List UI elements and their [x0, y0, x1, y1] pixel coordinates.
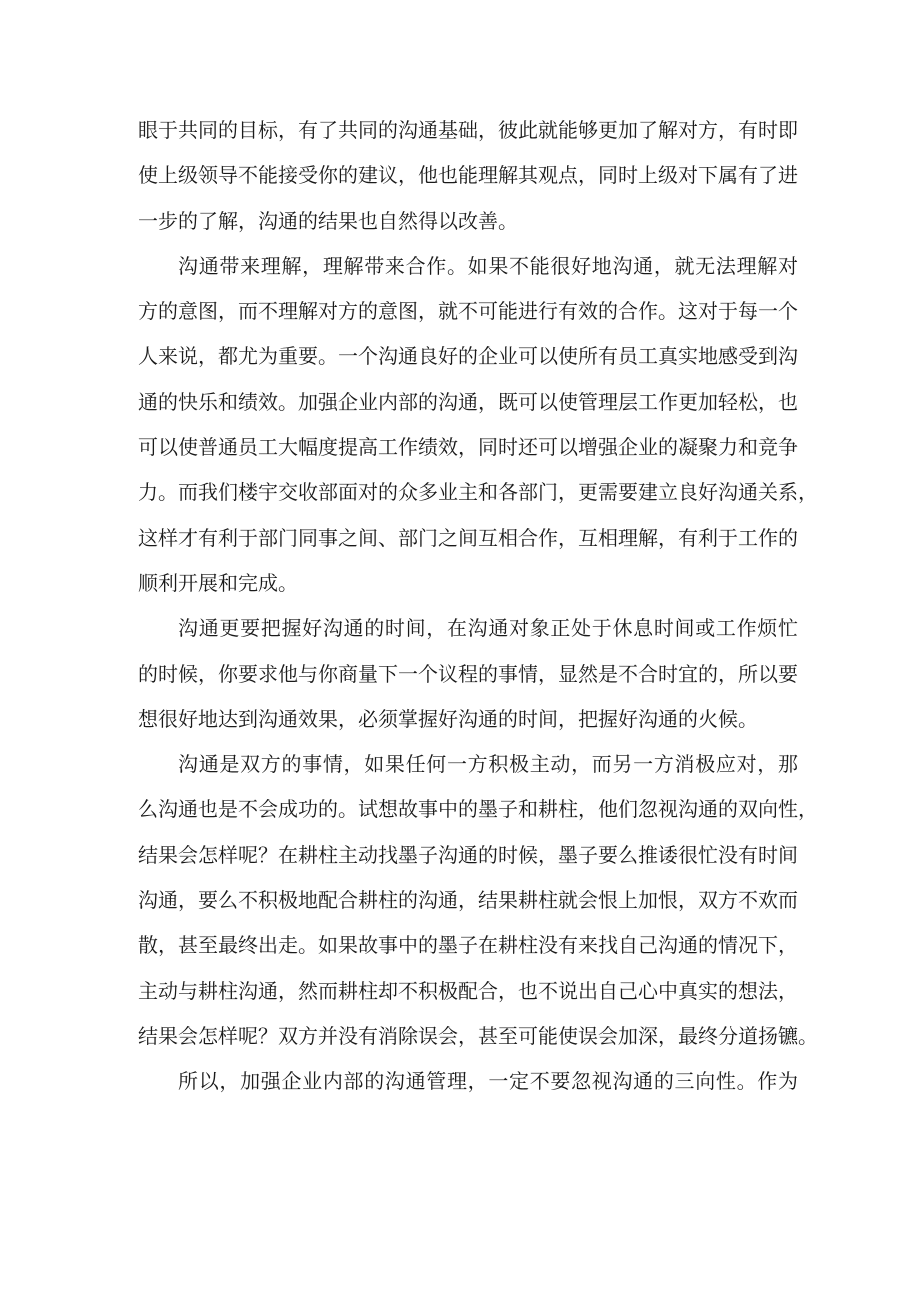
paragraph	[138, 1059, 798, 1104]
text-line: 人来说，都尤为重要。一个沟通良好的企业可以使所有员工真实地感受到沟	[138, 344, 798, 369]
text-line: 沟通，要么不积极地配合耕柱的沟通，结果耕柱就会恨上加恨，双方不欢而	[138, 888, 798, 913]
text-line: 可以使普通员工大幅度提高工作绩效，同时还可以增强企业的凝聚力和竞争	[138, 435, 798, 460]
text-line: 一步的了解，沟通的结果也自然得以改善。	[138, 208, 518, 233]
paragraph	[138, 108, 798, 244]
text-line: 顺利开展和完成。	[138, 570, 298, 595]
text-line: 散，甚至最终出走。如果故事中的墨子在耕柱没有来找自己沟通的情况下，	[138, 933, 798, 958]
text-line: 力。而我们楼宇交收部面对的众多业主和各部门，更需要建立良好沟通关系，	[138, 480, 818, 505]
text-line: 方的意图，而不理解对方的意图，就不可能进行有效的合作。这对于每一个	[138, 299, 798, 324]
text-line: 使上级领导不能接受你的建议，他也能理解其观点，同时上级对下属有了进	[138, 163, 798, 188]
text-line: 沟通更要把握好沟通的时间，在沟通对象正处于休息时间或工作烦忙	[178, 616, 798, 641]
text-line: 的时候，你要求他与你商量下一个议程的事情，显然是不合时宜的，所以要	[138, 661, 798, 686]
paragraph	[138, 606, 798, 742]
text-line: 通的快乐和绩效。加强企业内部的沟通，既可以使管理层工作更加轻松，也	[138, 389, 798, 414]
text-line: 这样才有利于部门同事之间、部门之间互相合作，互相理解，有利于工作的	[138, 525, 798, 550]
paragraph	[138, 742, 818, 1059]
text-line: 主动与耕柱沟通，然而耕柱却不积极配合，也不说出自己心中真实的想法，	[138, 978, 798, 1003]
text-line: 眼于共同的目标，有了共同的沟通基础，彼此就能够更加了解对方，有时即	[138, 118, 798, 142]
text-line: 结果会怎样呢？双方并没有消除误会，甚至可能使误会加深，最终分道扬镳。	[138, 1023, 818, 1048]
text-line: 想很好地达到沟通效果，必须掌握好沟通的时间，把握好沟通的火候。	[138, 706, 758, 731]
text-line: 所以，加强企业内部的沟通管理，一定不要忽视沟通的三向性。作为	[178, 1069, 798, 1094]
text-line: 沟通带来理解，理解带来合作。如果不能很好地沟通，就无法理解对	[178, 253, 798, 278]
document-body	[138, 108, 818, 1105]
text-line: 么沟通也是不会成功的。试想故事中的墨子和耕柱，他们忽视沟通的双向性，	[138, 797, 818, 822]
text-line: 结果会怎样呢？在耕柱主动找墨子沟通的时候，墨子要么推诿很忙没有时间	[138, 842, 798, 867]
paragraph	[138, 244, 818, 606]
text-line: 沟通是双方的事情，如果任何一方积极主动，而另一方消极应对，那	[178, 752, 798, 777]
